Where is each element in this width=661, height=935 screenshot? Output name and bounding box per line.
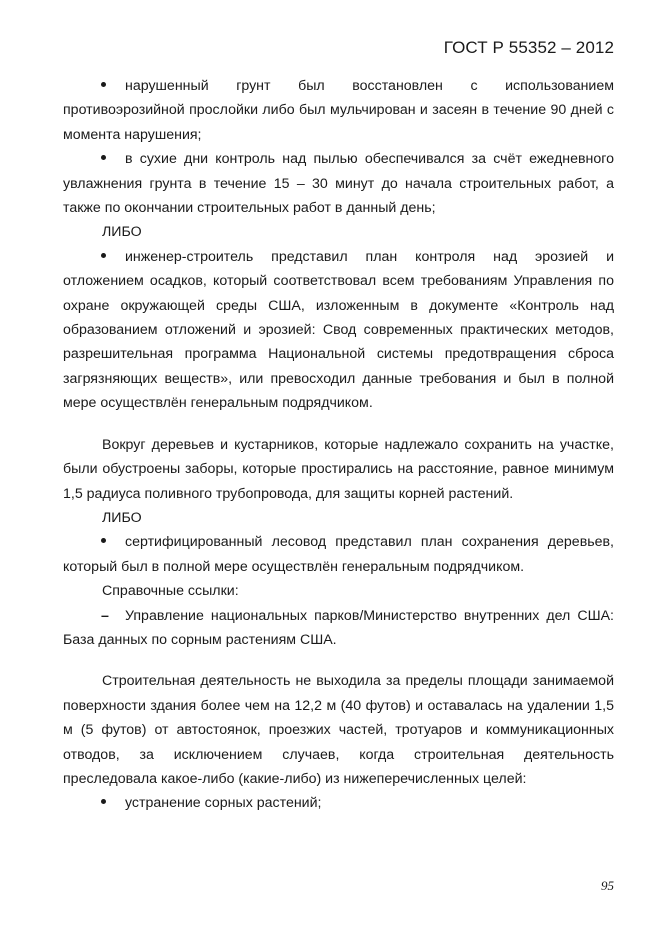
bullet-icon xyxy=(101,147,106,171)
document-standard-id: ГОСТ Р 55352 – 2012 xyxy=(443,38,614,57)
bullet-icon xyxy=(101,791,106,815)
bullet-item xyxy=(63,530,614,579)
bullet-item xyxy=(63,74,614,147)
reference-text: Управление национальных парков/Министерство внутренних дел США: База данных по сорным растениям США. xyxy=(63,607,614,648)
bullet-item xyxy=(63,245,614,416)
reference-item xyxy=(63,604,614,653)
paragraph: Строительная деятельность не выходила за пределы площади занимаемой поверхности здания более чем на 12,2 м (40 футов) и оставалась на удалении 1,5 м (5 футов) от автостоянок, проезжих частей, тротуаров и коммуникационных отводов, за исключением случаев, когда строительная деятельность преследовала какое-либо (какие-либо) из нижеперечисленных целей: xyxy=(63,673,614,787)
dash-icon: – xyxy=(101,607,109,624)
bullet-text: инженер-строитель представил план контроля над эрозией и отложением осадков, который соответствовал всем требованиям Управления по охране окружающей среды США, изложенным в документе «Контроль над образованием отложений и эрозией: Свод современных практических методов, разрешительная программа Национальной системы предотвращения сброса загрязняющих веществ», или превосходил данные требования и был в полной мере осуществлён генеральным подрядчиком. xyxy=(63,248,614,412)
bullet-item xyxy=(63,147,614,220)
bullet-icon xyxy=(101,245,106,269)
bullet-icon xyxy=(101,530,106,554)
paragraph: Вокруг деревьев и кустарников, которые надлежало сохранить на участке, были обустроены заборы, которые простирались на расстояние, равное минимум 1,5 радиуса поливного трубопровода, для защиты корней растений. xyxy=(63,436,614,502)
bullet-text: нарушенный грунт был восстановлен с использованием противоэрозийной прослойки либо был мульчирован и засеян в течение 90 дней с момента нарушения; xyxy=(63,78,614,143)
bullet-icon xyxy=(101,74,106,98)
references-heading: Справочные ссылки: xyxy=(102,583,239,600)
bullet-text: в сухие дни контроль над пылью обеспечивался за счёт ежедневного увлажнения грунта в течение 15 – 30 минут до начала строительных работ, а также по окончании строительных работ в данный день; xyxy=(63,151,614,217)
document-body xyxy=(63,74,614,816)
bullet-item xyxy=(63,791,614,815)
page-number: 95 xyxy=(601,878,614,893)
or-label: ЛИБО xyxy=(102,509,142,526)
bullet-text: сертифицированный лесовод представил план сохранения деревьев, который был в полной мере осуществлён генеральным подрядчиком. xyxy=(63,534,614,575)
bullet-text: устранение сорных растений; xyxy=(125,795,322,812)
or-label: ЛИБО xyxy=(102,224,142,241)
